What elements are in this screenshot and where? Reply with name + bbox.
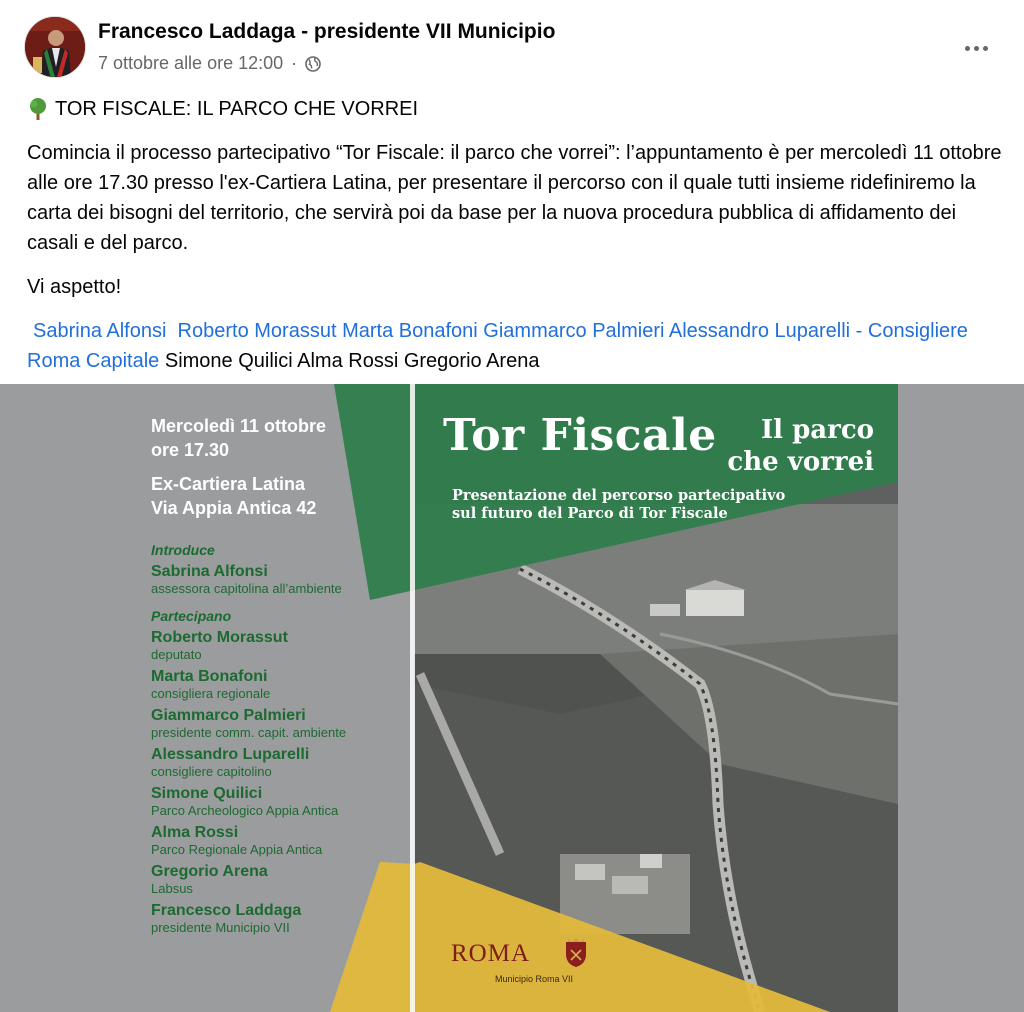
participant-name: Francesco Laddaga [151, 902, 302, 919]
poster-date: Mercoledì 11 ottobre ore 17.30 [151, 416, 327, 460]
roma-logo-word: ROMA [451, 940, 531, 967]
avatar-image [25, 17, 86, 78]
participant-name: Giammarco Palmieri [151, 707, 306, 724]
participant-name: Simone Quilici [151, 785, 263, 802]
tag-sabrina-alfonsi[interactable]: Sabrina Alfonsi [33, 320, 167, 342]
participant-role: presidente comm. capit. ambiente [151, 725, 347, 740]
tag-marta-bonafoni[interactable]: Marta Bonafoni [342, 320, 478, 342]
author-name[interactable]: Francesco Laddaga - presidente VII Municipio [98, 20, 556, 43]
avatar[interactable] [24, 16, 86, 78]
meta-separator: · [291, 53, 298, 73]
participant-role: Parco Regionale Appia Antica [151, 842, 323, 857]
post-timestamp[interactable]: 7 ottobre alle ore 12:00 [98, 53, 284, 73]
post-meta [98, 53, 321, 74]
post-closing: Vi aspetto! [27, 276, 122, 298]
more-options-button[interactable] [956, 28, 996, 68]
tree-icon [27, 97, 49, 121]
roma-shield-icon [565, 938, 587, 968]
post-tags [27, 316, 1002, 376]
participant-role: consigliere capitolino [151, 764, 272, 779]
participant-name: Alessandro Luparelli [151, 746, 310, 763]
post-body [27, 94, 1002, 390]
post-header [24, 16, 1000, 80]
participant-role: consigliera regionale [151, 686, 271, 701]
participant-name: Alma Rossi [151, 824, 239, 841]
poster-subtitle: Presentazione del percorso partecipativo sul futuro del Parco di Tor Fiscale [452, 487, 786, 522]
poster-title: Tor Fiscale [443, 410, 717, 461]
poster-details [151, 414, 411, 935]
event-poster[interactable] [0, 384, 1024, 1012]
intro-name: Sabrina Alfonsi [151, 563, 268, 580]
post-paragraph: Comincia il processo partecipativo “Tor Fiscale: il parco che vorrei”: l’appuntamento è per mercoledì 11 ottobre alle ore 17.30 presso l'ex-Cartiera Latina, per presentare il percorso con il quale tutti insieme ridefiniremo la carta dei bisogni del territorio, che servirà poi da base per la nuova procedura pubblica di affidamento dei casali e del parco. [27, 142, 1002, 254]
headline-text: TOR FISCALE: IL PARCO CHE VORREI [55, 98, 419, 120]
roma-logo-subtitle: Municipio Roma VII [495, 974, 574, 984]
participant-role: deputato [151, 647, 202, 662]
intro-label: Introduce [151, 542, 215, 558]
participant-role: Parco Archeologico Appia Antica [151, 803, 339, 818]
participant-name: Roberto Morassut [151, 629, 288, 646]
tag-giammarco-palmieri[interactable]: Giammarco Palmieri [483, 320, 665, 342]
participant-role: presidente Municipio VII [151, 920, 290, 935]
participants-label: Partecipano [151, 608, 232, 624]
post-headline [27, 94, 1002, 124]
plain-names: Simone Quilici Alma Rossi Gregorio Arena [164, 350, 540, 372]
more-options-icon [965, 46, 970, 51]
poster-venue: Ex-Cartiera Latina Via Appia Antica 42 [151, 474, 317, 518]
tag-roberto-morassut[interactable]: Roberto Morassut [177, 320, 337, 342]
tag-alessandro-luparelli[interactable]: Alessandro Luparelli - Consigliere Roma Capitale [27, 320, 968, 372]
roma-logo [451, 940, 631, 990]
intro-role: assessora capitolina all’ambiente [151, 581, 342, 596]
globe-icon[interactable] [305, 56, 321, 72]
participant-role: Labsus [151, 881, 193, 896]
participant-name: Marta Bonafoni [151, 668, 268, 685]
participant-name: Gregorio Arena [151, 863, 268, 880]
poster-title-sub: Il parco che vorrei [727, 415, 874, 477]
